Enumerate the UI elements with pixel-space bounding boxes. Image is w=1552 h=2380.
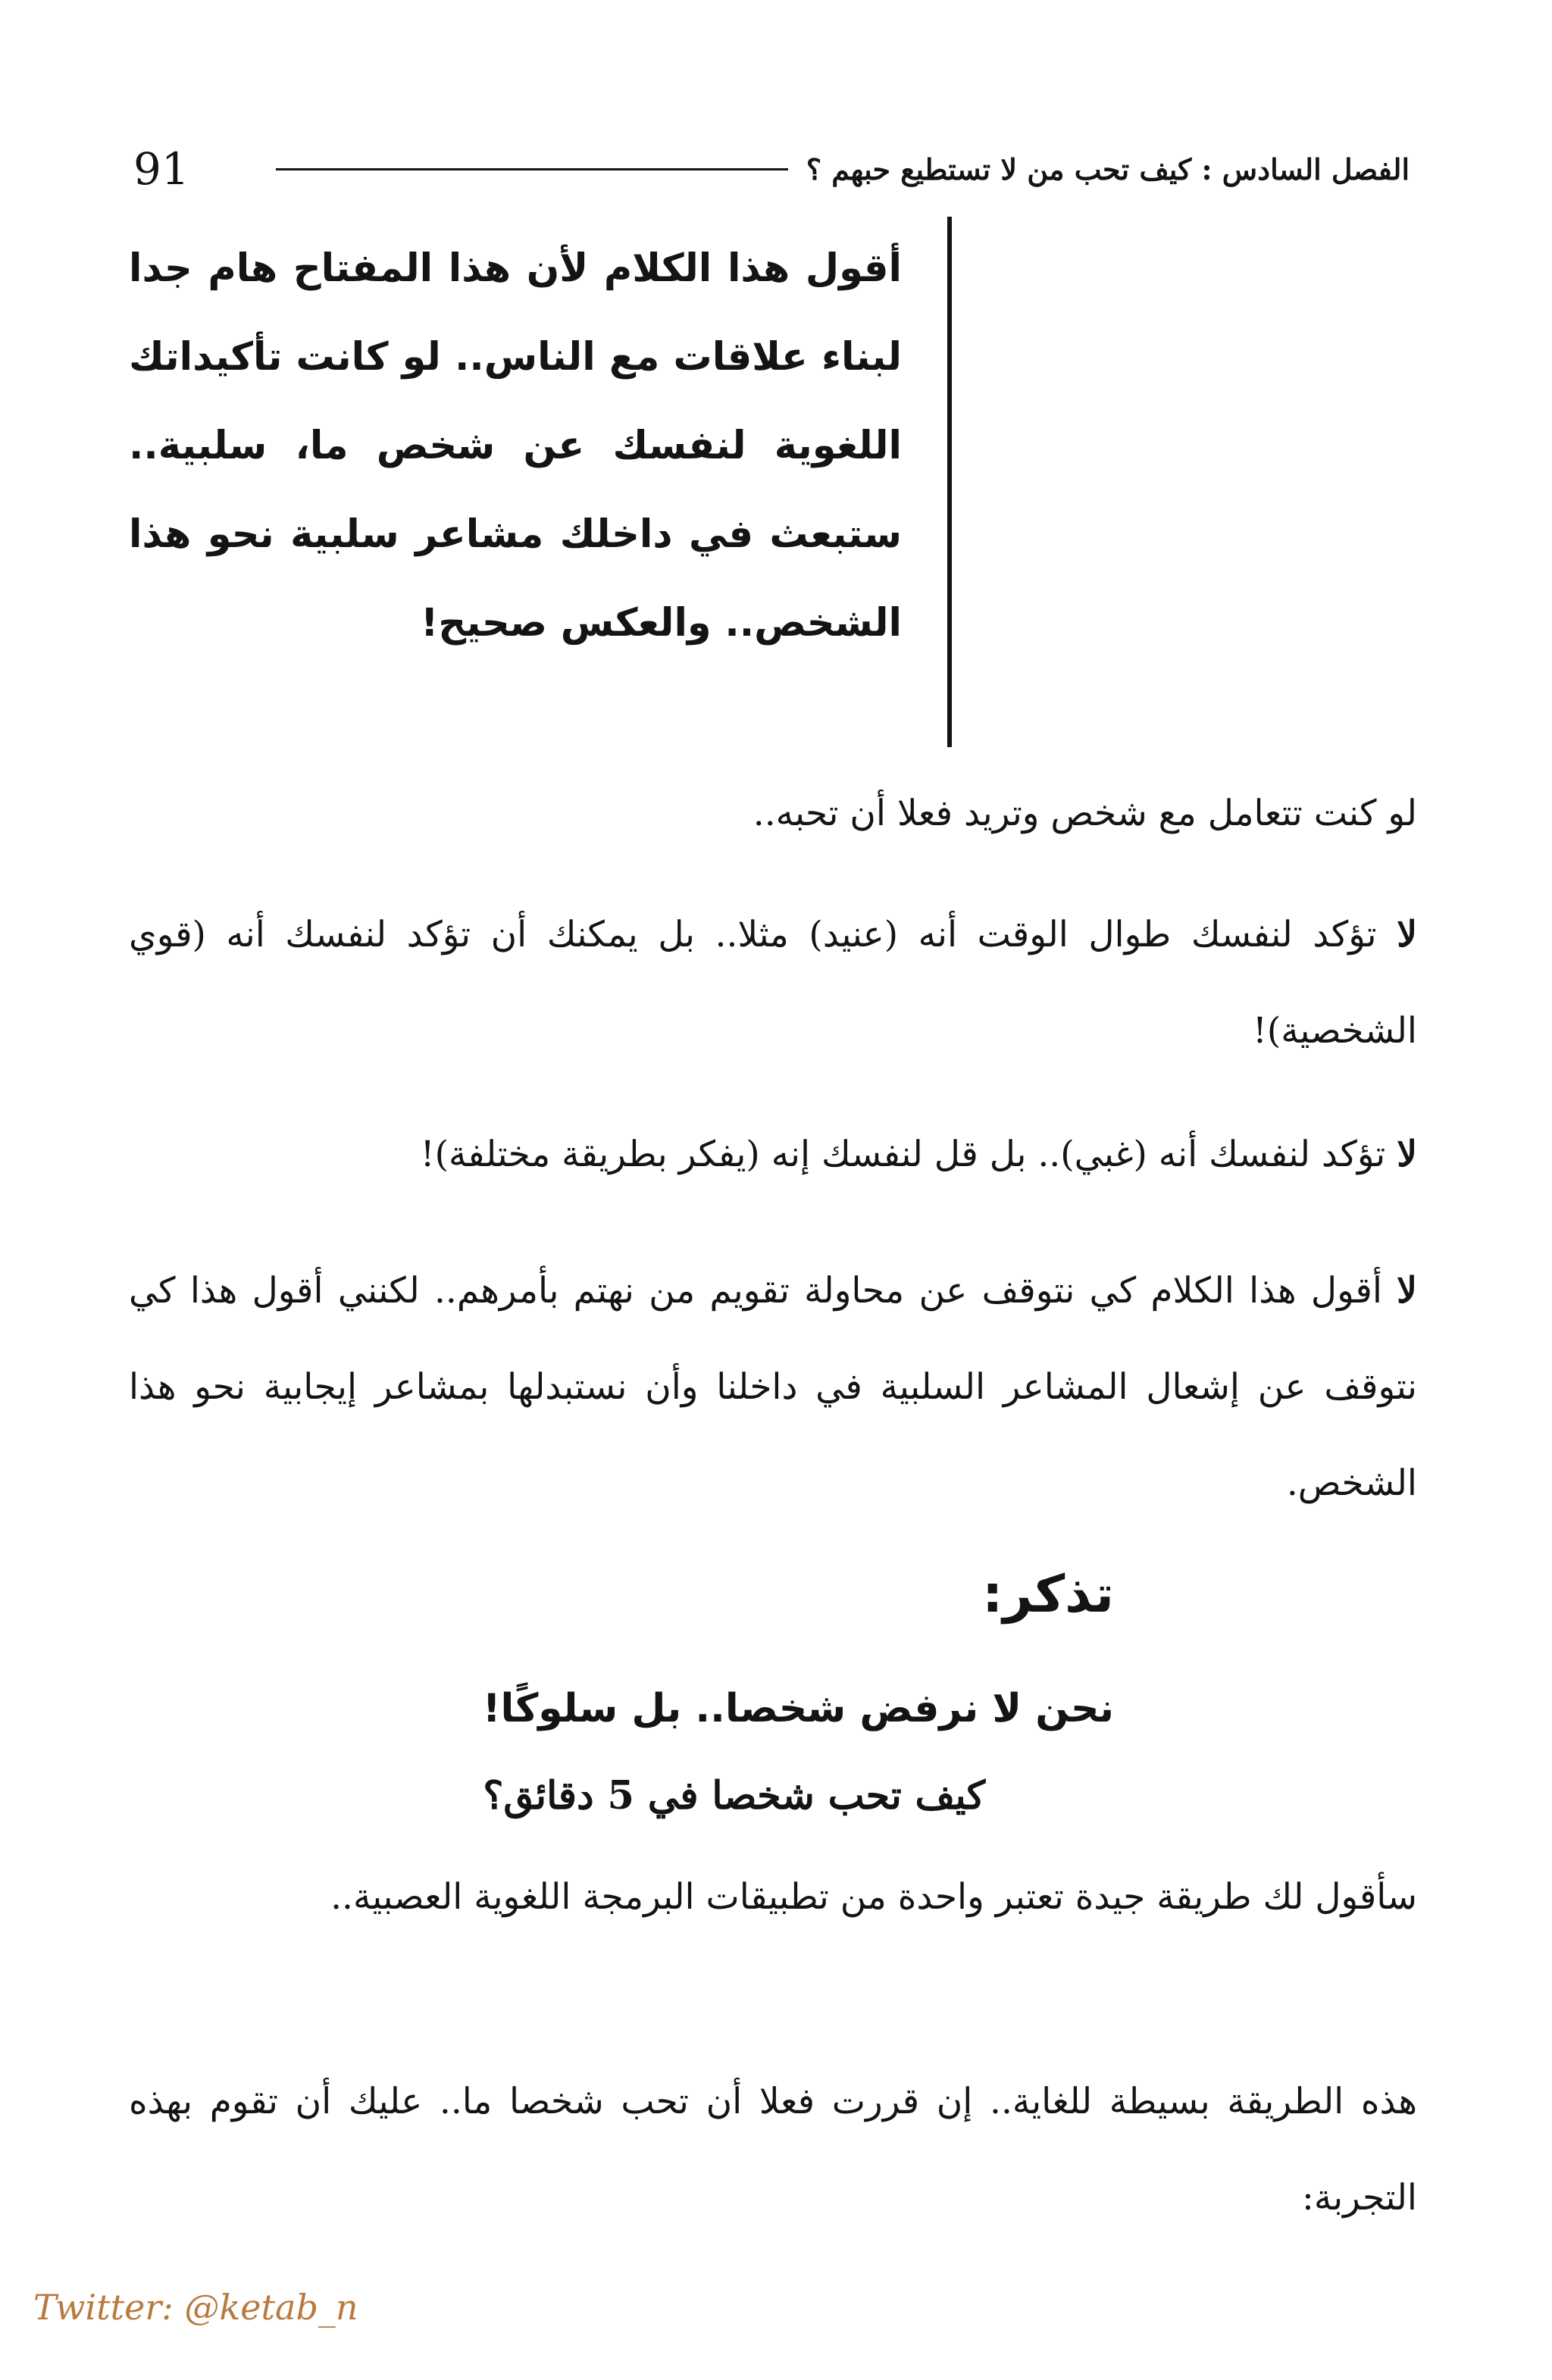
paragraph-1-text: تؤكد لنفسك طوال الوقت أنه (عنيد) مثلا.. بل يمكنك أن تؤكد لنفسك أنه (قوي الشخصية)!	[129, 914, 1417, 1052]
intro-paragraph: لو كنت تتعامل مع شخص وتريد فعلا أن تحبه..	[753, 793, 1417, 834]
paragraph-2-text: تؤكد لنفسك أنه (غبي).. بل قل لنفسك إنه (يفكر بطريقة مختلفة)!	[420, 1134, 1386, 1175]
header-rule	[276, 168, 788, 170]
paragraph-2-lead: لا	[1397, 1134, 1417, 1175]
page-number: 91	[133, 143, 189, 195]
paragraph-2	[129, 1106, 1417, 1203]
paragraph-1-lead: لا	[1397, 914, 1417, 955]
paragraph-3	[129, 1243, 1417, 1531]
running-header	[258, 142, 1410, 195]
section-paragraph-1: سأقول لك طريقة جيدة تعتبر واحدة من تطبيقات البرمجة اللغوية العصبية..	[330, 1876, 1417, 1918]
paragraph-3-lead: لا	[1397, 1270, 1417, 1312]
remember-line: نحن لا نرفض شخصا.. بل سلوكًا!	[482, 1686, 1114, 1731]
section-heading: كيف تحب شخصا في 5 دقائق؟	[483, 1773, 985, 1819]
chapter-title: الفصل السادس : كيف تحب من لا تستطيع حبهم ؟	[806, 152, 1410, 186]
twitter-watermark: Twitter: @ketab_n	[33, 2287, 358, 2328]
paragraph-3-text: أقول هذا الكلام كي نتوقف عن محاولة تقويم من نهتم بأمرهم.. لكنني أقول هذا كي نتوقف عن إشعال المشاعر السلبية في داخلنا وأن نستبدلها بمشاعر إيجابية نحو هذا الشخص.	[129, 1270, 1417, 1504]
paragraph-1	[129, 887, 1417, 1079]
pullquote-rule	[947, 217, 952, 747]
pullquote: أقول هذا الكلام لأن هذا المفتاح هام جدا لبناء علاقات مع الناس.. لو كانت تأكيداتك اللغوية لنفسك عن شخص ما، سلبية.. ستبعث في داخلك مشاعر سلبية نحو هذا الشخص.. والعكس صحيح!	[129, 246, 902, 646]
section-paragraph-2: هذه الطريقة بسيطة للغاية.. إن قررت فعلا أن تحب شخصا ما.. عليك أن تقوم بهذه التجربة:	[129, 2081, 1417, 2219]
remember-heading: تذكر:	[982, 1565, 1114, 1625]
